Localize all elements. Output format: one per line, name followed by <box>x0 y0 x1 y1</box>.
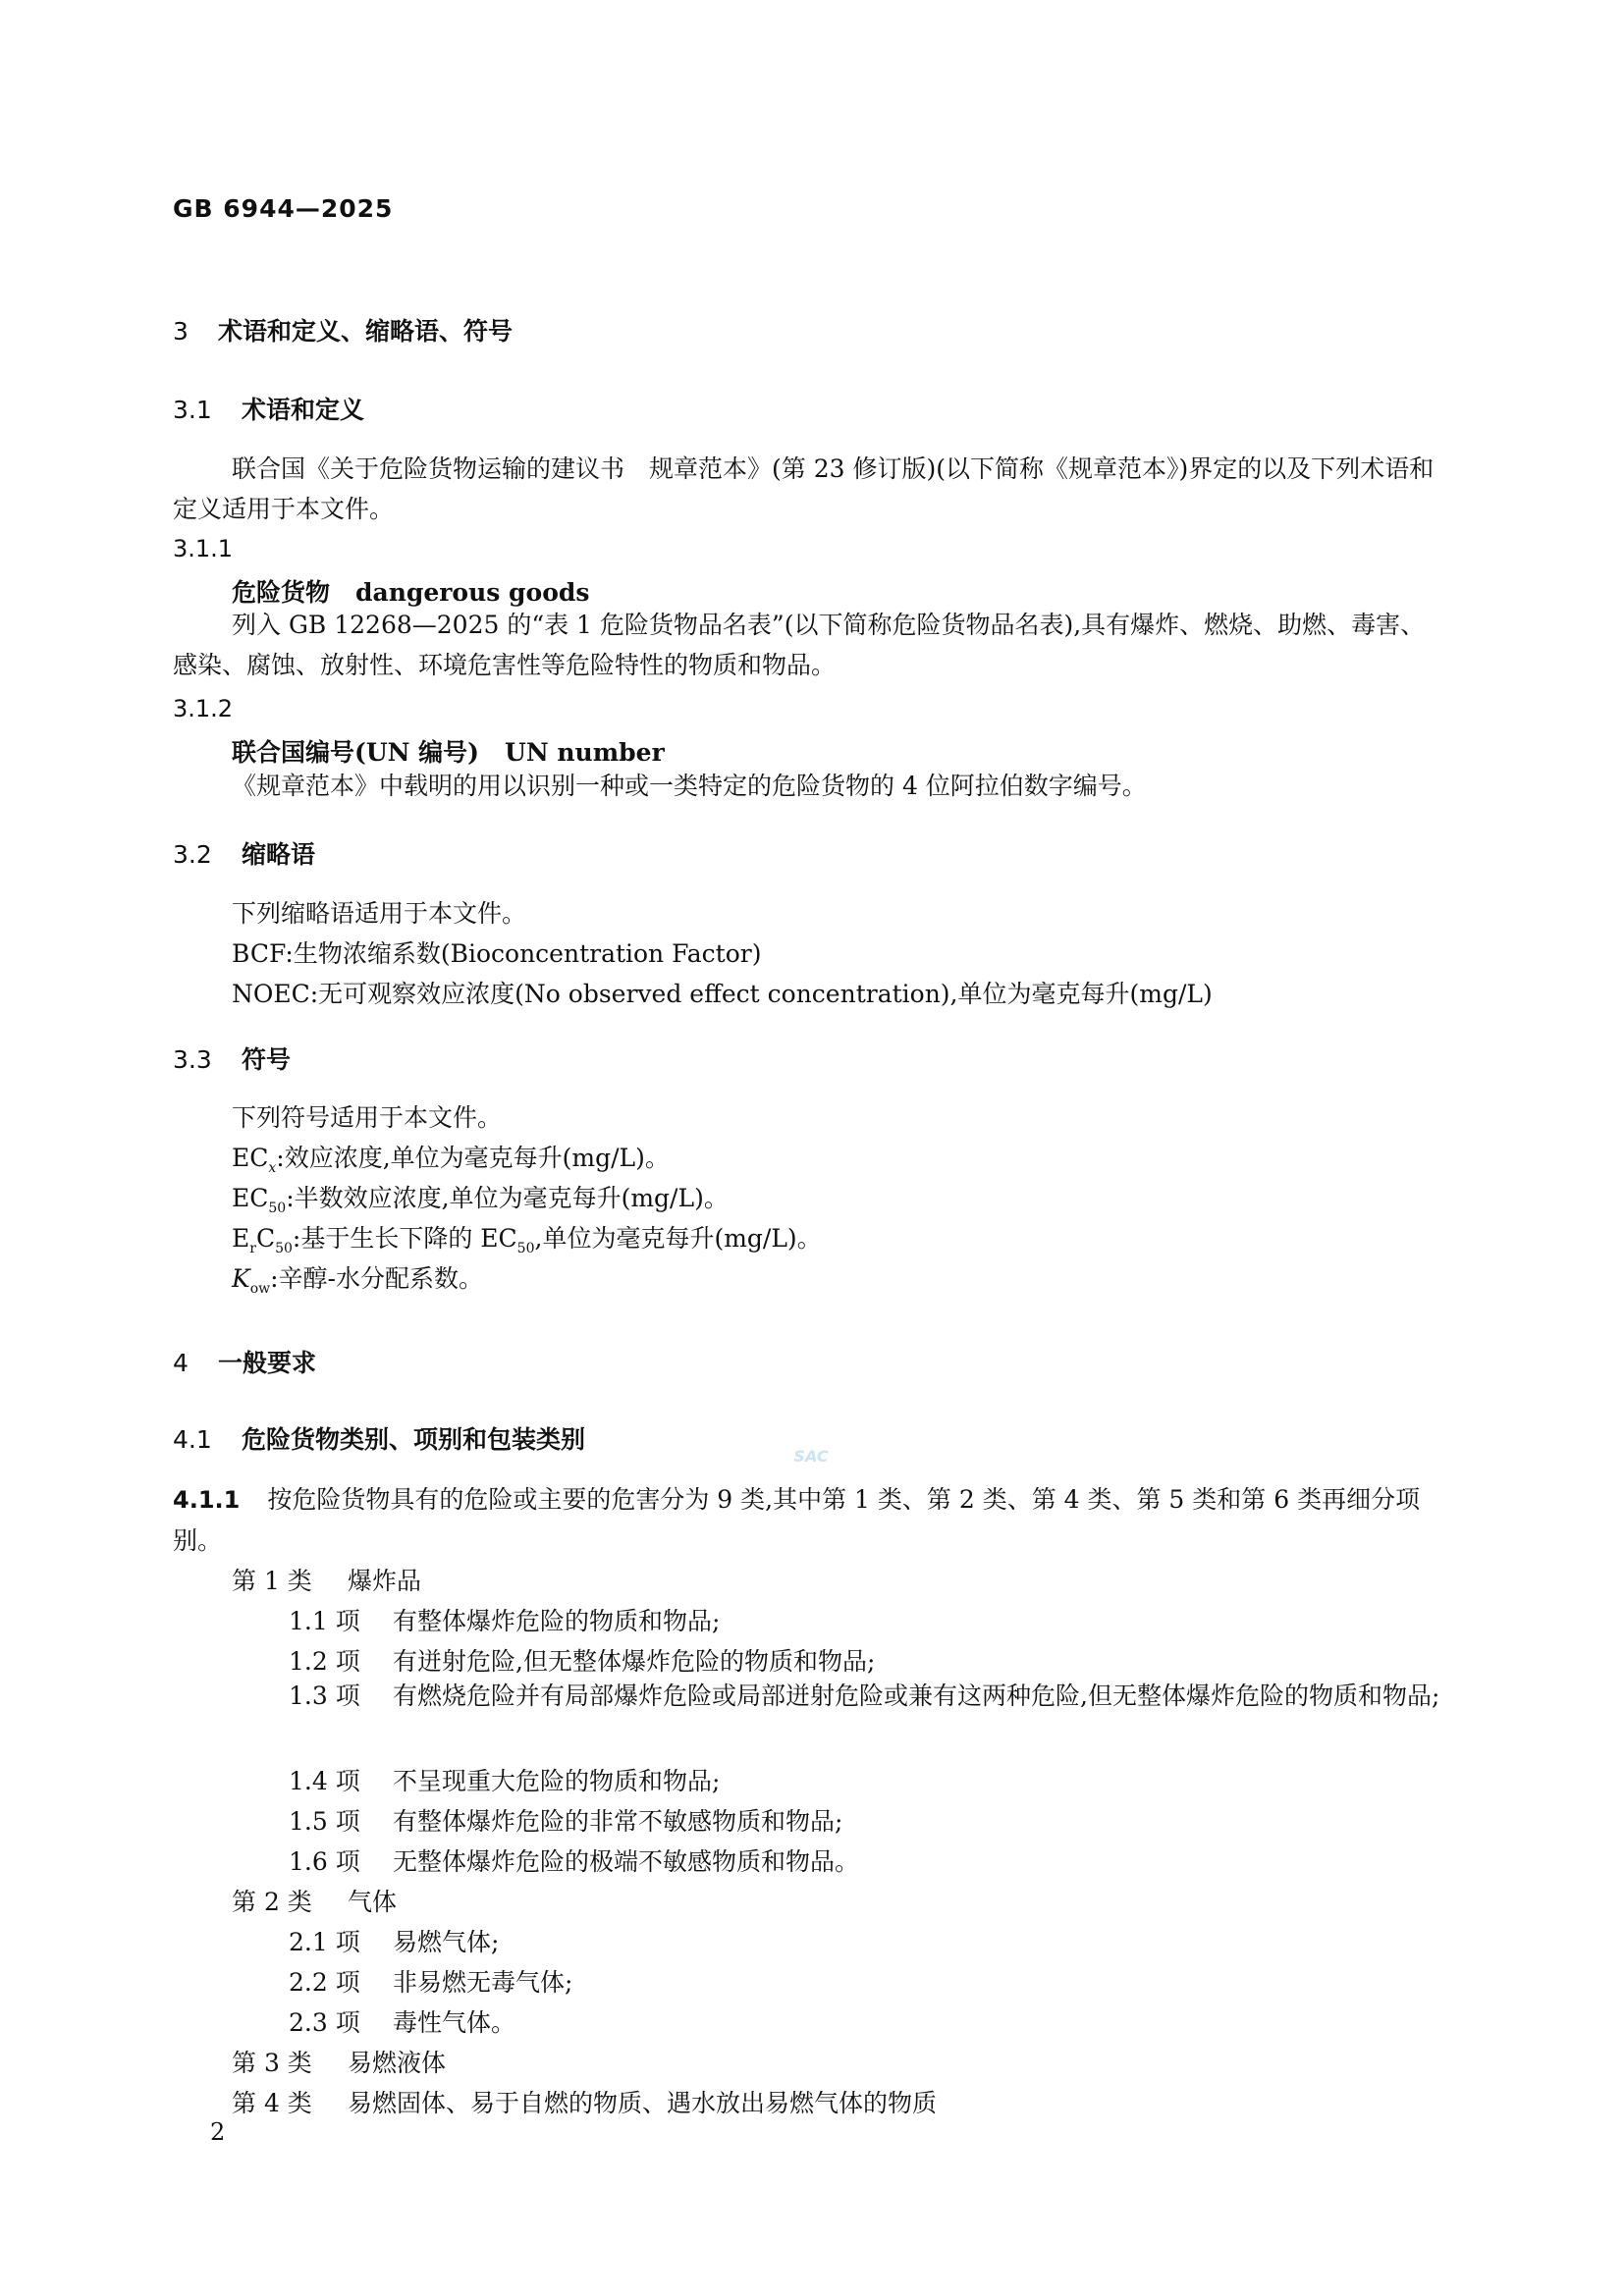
section-4-heading <box>173 1344 316 1379</box>
division-1-2 <box>289 1642 875 1678</box>
class-2 <box>232 1883 397 1918</box>
symbol-definition: :半数效应浓度,单位为毫克每升(mg/L)。 <box>286 1184 729 1212</box>
section-number: 3 <box>173 317 189 346</box>
section-3-1-intro: 联合国《关于危险货物运输的建议书 规章范本》(第 23 修订版)(以下简称《规章范本》)界定的以及下列术语和定义适用于本文件。 <box>173 454 1435 523</box>
division-1-6 <box>289 1842 859 1878</box>
division-text: 有燃烧危险并有局部爆炸危险或局部迸射危险或兼有这两种危险,但无整体爆炸危险的物质和物品; <box>393 1682 1440 1710</box>
symbol-subscript: 50 <box>268 1201 287 1216</box>
class-name: 易燃固体、易于自燃的物质、遇水放出易燃气体的物质 <box>348 2089 938 2117</box>
division-text: 不呈现重大危险的物质和物品; <box>393 1767 721 1795</box>
abbreviations-intro: 下列缩略语适用于本文件。 <box>232 899 527 928</box>
section-number: 4.1 <box>173 1425 212 1454</box>
class-4 <box>232 2084 937 2119</box>
division-text: 易燃气体; <box>393 1928 500 1956</box>
symbol-subscript: 50 <box>275 1241 293 1256</box>
symbol-subscript: 50 <box>516 1241 535 1256</box>
clause-text: 按危险货物具有的危险或主要的危害分为 9 类,其中第 1 类、第 2 类、第 4 类、第 5 类和第 6 类再细分项别。 <box>173 1485 1421 1555</box>
symbol-item <box>232 1139 670 1176</box>
term-3-1-2 <box>232 733 665 769</box>
division-1-5 <box>289 1802 842 1838</box>
abbreviation-item: BCF:生物浓缩系数(Bioconcentration Factor) <box>232 939 762 968</box>
class-name: 爆炸品 <box>348 1567 422 1595</box>
division-text: 无整体爆炸危险的极端不敏感物质和物品。 <box>393 1847 860 1876</box>
division-text: 有迸射危险,但无整体爆炸危险的物质和物品; <box>393 1647 876 1676</box>
division-1-1 <box>289 1602 720 1637</box>
symbol: EC <box>232 1144 269 1172</box>
symbol-item <box>232 1219 822 1256</box>
division-1-4 <box>289 1762 720 1797</box>
symbol-definition: :效应浓度,单位为毫克每升(mg/L)。 <box>276 1144 670 1172</box>
symbol: K <box>232 1264 250 1293</box>
section-number: 3.1 <box>173 396 212 424</box>
symbol-subscript: ow <box>249 1281 271 1297</box>
symbol-definition: :基于生长下降的 EC <box>292 1224 517 1253</box>
class-label: 第 3 类 <box>232 2049 312 2077</box>
class-name: 气体 <box>348 1888 398 1916</box>
division-text: 非易燃无毒气体; <box>393 1968 573 1997</box>
section-number: 3.2 <box>173 840 212 869</box>
section-title: 术语和定义 <box>242 396 365 424</box>
section-number: 4 <box>173 1349 189 1377</box>
division-label: 2.3 项 <box>289 2008 360 2037</box>
document-code: GB 6944—2025 <box>173 194 394 223</box>
class-name: 易燃液体 <box>348 2049 447 2077</box>
clause-3-1-1-number: 3.1.1 <box>173 535 234 562</box>
division-label: 1.1 项 <box>289 1607 360 1635</box>
term-zh: 危险货物 <box>232 578 331 607</box>
division-label: 2.1 项 <box>289 1928 360 1956</box>
section-3-1-heading <box>173 391 364 426</box>
division-text: 毒性气体。 <box>393 2008 516 2037</box>
section-title: 一般要求 <box>218 1349 317 1377</box>
symbol-definition-tail: ,单位为毫克每升(mg/L)。 <box>534 1224 822 1253</box>
section-3-2-heading <box>173 835 315 871</box>
symbols-intro: 下列符号适用于本文件。 <box>232 1103 503 1132</box>
section-3-heading <box>173 312 513 347</box>
division-label: 1.3 项 <box>289 1682 360 1710</box>
symbol: E <box>232 1224 250 1253</box>
term-3-1-2-definition: 《规章范本》中载明的用以识别一种或一类特定的危险货物的 4 位阿拉伯数字编号。 <box>232 772 1147 800</box>
symbol: C <box>255 1224 276 1253</box>
symbol-subscript: x <box>268 1160 277 1176</box>
division-label: 1.5 项 <box>289 1807 360 1836</box>
division-text: 有整体爆炸危险的物质和物品; <box>393 1607 721 1635</box>
sac-watermark: SAC <box>793 1447 829 1466</box>
class-label: 第 1 类 <box>232 1567 312 1595</box>
term-3-1-1 <box>232 573 589 609</box>
class-label: 第 4 类 <box>232 2089 312 2117</box>
section-title: 危险货物类别、项别和包装类别 <box>242 1425 586 1454</box>
division-2-3 <box>289 2003 515 2039</box>
clause-4-1-1 <box>173 1479 1443 1561</box>
section-title: 术语和定义、缩略语、符号 <box>218 317 514 346</box>
division-label: 2.2 项 <box>289 1968 360 1997</box>
section-4-1-heading <box>173 1420 585 1456</box>
division-label: 1.2 项 <box>289 1647 360 1676</box>
division-1-3 <box>289 1677 1443 1716</box>
term-en: dangerous goods <box>355 578 590 607</box>
class-3 <box>232 2044 446 2079</box>
term-en: UN number <box>505 738 665 767</box>
term-zh: 联合国编号(UN 编号) <box>232 738 480 767</box>
division-label: 1.4 项 <box>289 1767 360 1795</box>
division-label: 1.6 项 <box>289 1847 360 1876</box>
class-1 <box>232 1562 421 1597</box>
section-3-3-heading <box>173 1041 291 1076</box>
term-3-1-1-definition: 列入 GB 12268—2025 的“表 1 危险货物品名表”(以下简称危险货物品名表),具有爆炸、燃烧、助燃、毒害、感染、腐蚀、放射性、环境危害性等危险特性的物质和物品。 <box>173 611 1426 679</box>
section-title: 缩略语 <box>242 840 316 869</box>
symbol-definition: :辛醇-水分配系数。 <box>270 1264 483 1293</box>
section-title: 符号 <box>242 1045 292 1074</box>
section-number: 3.3 <box>173 1045 212 1074</box>
clause-number: 4.1.1 <box>173 1486 241 1514</box>
division-2-1 <box>289 1923 499 1958</box>
page-number: 2 <box>210 2118 226 2146</box>
class-label: 第 2 类 <box>232 1888 312 1916</box>
symbol-subscript: r <box>249 1241 256 1256</box>
division-text: 有整体爆炸危险的非常不敏感物质和物品; <box>393 1807 843 1836</box>
symbol: EC <box>232 1184 269 1212</box>
division-2-2 <box>289 1963 572 1999</box>
symbol-item <box>232 1179 729 1216</box>
symbol-item <box>232 1259 483 1297</box>
clause-3-1-2-number: 3.1.2 <box>173 695 234 722</box>
abbreviation-item: NOEC:无可观察效应浓度(No observed effect concentration),单位为毫克每升(mg/L) <box>232 980 1213 1008</box>
